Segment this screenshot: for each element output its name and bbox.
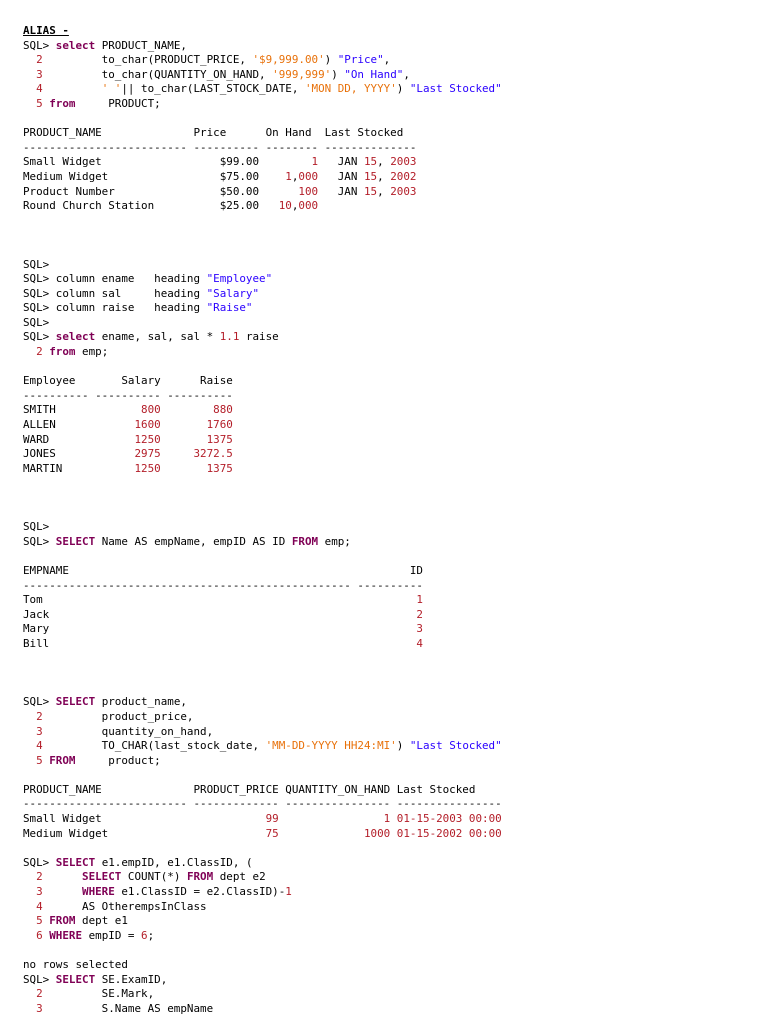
code-token: SELECT (55, 855, 96, 869)
code-token: COUNT(*) (121, 870, 187, 884)
code-token: 'MON DD, YYYY' (304, 82, 397, 96)
code-line (23, 768, 502, 783)
code-token: ALLEN (23, 418, 135, 432)
code-token: FROM (186, 870, 214, 884)
code-token: SQL> column raise heading (23, 301, 207, 315)
code-token: to_char(PRODUCT_PRICE, (42, 53, 253, 67)
code-token: 1.1 (219, 330, 240, 344)
code-token: raise (239, 330, 279, 344)
code-token: 3272.5 (193, 447, 233, 461)
code-line (23, 491, 502, 506)
code-line (23, 199, 502, 214)
code-line (23, 958, 502, 973)
code-line (23, 141, 502, 156)
code-token: SELECT (82, 870, 122, 884)
code-token: 1 (311, 155, 319, 169)
code-token: SQL> column sal heading (23, 286, 207, 300)
code-token: SE.Mark, (42, 987, 155, 1001)
code-token: SQL> (23, 315, 50, 329)
code-token: product_name, (95, 695, 187, 709)
code-line (23, 608, 502, 623)
code-line (23, 812, 502, 827)
code-token: 2 (23, 987, 43, 1001)
code-line (23, 754, 502, 769)
code-token: "Employee" (206, 272, 273, 286)
code-token: 5 (23, 96, 50, 110)
code-token: 2003 (390, 184, 417, 198)
code-token: , (291, 199, 299, 213)
code-line (23, 433, 502, 448)
code-token: JAN (318, 155, 364, 169)
code-token: 2 (23, 870, 43, 884)
code-token: 4 (416, 636, 423, 650)
code-token: 2975 (134, 447, 161, 461)
code-line (23, 973, 502, 988)
code-line (23, 243, 502, 258)
code-line (23, 360, 502, 375)
code-token: WHERE (82, 885, 115, 899)
code-token: SE.ExamID, (95, 972, 168, 986)
code-line (23, 637, 502, 652)
code-token: '999,999' (272, 67, 332, 81)
code-line (23, 841, 502, 856)
code-line (23, 987, 502, 1002)
code-token: 6 (23, 928, 50, 942)
code-token: PRODUCT_NAME, (95, 38, 187, 52)
code-token: 1760 (206, 418, 233, 432)
code-token: PRODUCT_NAME PRODUCT_PRICE QUANTITY_ON_HAND Last Stocked (23, 782, 476, 796)
code-token: 5 (23, 753, 50, 767)
code-token: , (377, 155, 391, 169)
code-token: ------------------------- ---------- -------- -------------- (23, 140, 417, 154)
code-token (161, 447, 194, 460)
code-token: e1.ClassID = e2.ClassID)- (114, 885, 286, 899)
code-token: SELECT (55, 972, 96, 986)
code-token: Jack (23, 607, 417, 621)
code-line (23, 418, 502, 433)
code-token: SQL> column ename heading (23, 272, 207, 286)
code-token: 3 (416, 622, 423, 636)
code-line (23, 914, 502, 929)
code-token: JAN (318, 169, 364, 183)
code-line (23, 301, 502, 316)
code-token: 1 (416, 593, 423, 607)
code-line (23, 155, 502, 170)
code-line (23, 593, 502, 608)
code-token: , (403, 67, 410, 81)
code-line (23, 681, 502, 696)
code-token: 1 (285, 885, 292, 899)
code-line (23, 170, 502, 185)
code-token: PRODUCT_NAME Price On Hand Last Stocked (23, 126, 404, 140)
code-line (23, 564, 502, 579)
code-line (23, 797, 502, 812)
code-line (23, 126, 502, 141)
code-token: 880 (213, 403, 233, 417)
code-token: 1250 (134, 461, 161, 475)
code-line (23, 345, 502, 360)
code-line (23, 389, 502, 404)
code-line (23, 330, 502, 345)
code-line (23, 272, 502, 287)
code-token: Medium Widget $75.00 (23, 169, 286, 183)
code-line (23, 53, 502, 68)
code-token: 6 (141, 928, 148, 942)
code-line (23, 783, 502, 798)
code-line (23, 214, 502, 229)
code-line (23, 476, 502, 491)
code-token: 2 (23, 709, 43, 723)
code-token (43, 885, 82, 898)
code-token: SMITH (23, 403, 142, 417)
code-token: "Raise" (206, 301, 253, 315)
code-token: 3 (23, 1001, 43, 1015)
code-token: ) (396, 739, 410, 753)
code-token: , (291, 169, 299, 183)
code-line (23, 827, 502, 842)
code-token: EMPNAME ID (23, 563, 423, 577)
code-token: SQL> (23, 330, 56, 344)
code-token: Mary (23, 622, 417, 636)
code-token: FROM (49, 753, 76, 767)
code-token: 99 (265, 812, 279, 826)
code-line (23, 1002, 502, 1017)
code-token: JONES (23, 447, 135, 461)
code-token: 2003 (390, 155, 417, 169)
code-line (23, 447, 502, 462)
code-line (23, 403, 502, 418)
code-line (23, 622, 502, 637)
code-token: 5 (23, 914, 50, 928)
code-token: , (383, 53, 391, 67)
code-token: "Salary" (206, 286, 260, 300)
code-token (161, 403, 213, 416)
code-token: emp; (75, 345, 109, 359)
code-token: Tom (23, 593, 417, 607)
code-token: select (55, 38, 96, 52)
code-token: SELECT (55, 695, 96, 709)
code-token: ---------- ---------- ---------- (23, 388, 233, 402)
code-token (161, 418, 207, 431)
code-token: no rows selected (23, 958, 128, 971)
document-title: ALIAS - (23, 24, 69, 37)
code-line (23, 710, 502, 725)
code-token: 1600 (134, 418, 161, 432)
code-token: WARD (23, 432, 135, 446)
code-token: dept e2 (213, 870, 266, 884)
code-token: product_price, (42, 709, 194, 723)
code-token: FROM (291, 534, 319, 548)
code-token: emp; (318, 534, 351, 548)
code-token: 4 (23, 739, 43, 753)
code-token: 100 (298, 184, 319, 198)
code-token: 000 (298, 169, 319, 183)
code-token: 2 (416, 607, 423, 621)
code-token: quantity_on_hand, (42, 724, 214, 738)
code-token: from (49, 345, 76, 359)
code-token: ) (324, 53, 338, 67)
code-line (23, 112, 502, 127)
code-token: SQL> (23, 534, 56, 548)
code-line (23, 666, 502, 681)
code-token: TO_CHAR(last_stock_date, (42, 739, 266, 753)
code-token (43, 82, 102, 95)
code-line (23, 695, 502, 710)
code-token: dept e1 (75, 914, 128, 928)
code-token: ) (331, 67, 345, 81)
code-token (161, 433, 207, 446)
code-token: 15 (363, 184, 378, 198)
code-token: 3 (23, 67, 43, 81)
code-token: SQL> (23, 972, 56, 986)
code-token: 3 (23, 724, 43, 738)
code-token: Bill (23, 636, 417, 650)
code-token: empID = (82, 928, 142, 942)
code-line (23, 725, 502, 740)
code-token: || to_char(LAST_STOCK_DATE, (121, 82, 305, 96)
code-line (23, 374, 502, 389)
code-token: FROM (49, 914, 76, 928)
code-token: ' ' (101, 82, 122, 96)
code-token: SQL> (23, 695, 56, 709)
code-token: 1 (383, 812, 391, 826)
code-token: 1375 (206, 432, 233, 446)
code-token: ) (396, 82, 410, 96)
code-token: 1375 (206, 461, 233, 475)
code-token: product; (75, 753, 161, 767)
code-token (279, 812, 384, 825)
code-token: , (377, 169, 391, 183)
code-token: SQL> (23, 520, 50, 534)
sql-document (23, 24, 502, 1016)
code-token: 2 (23, 345, 50, 359)
code-token: -------------------------------------------------- ---------- (23, 578, 423, 592)
code-token: Small Widget (23, 812, 266, 826)
code-token (279, 827, 364, 840)
code-token: 4 (23, 899, 43, 913)
code-token: 'MM-DD-YYYY HH24:MI' (265, 739, 397, 753)
code-line (23, 185, 502, 200)
code-line (23, 549, 502, 564)
code-token: ename, sal, sal * (95, 330, 220, 344)
code-line (23, 870, 502, 885)
code-token: 10 (278, 199, 292, 213)
code-token: 01-15-2003 00:00 (396, 812, 502, 826)
code-token: 1000 (363, 826, 391, 840)
code-token: '$9,999.00' (252, 53, 325, 67)
code-token: 15 (363, 155, 378, 169)
code-token: Medium Widget (23, 826, 266, 840)
code-line (23, 462, 502, 477)
code-token: 2 (23, 53, 43, 67)
code-line (23, 97, 502, 112)
code-line (23, 228, 502, 243)
code-token: 4 (23, 82, 43, 96)
code-line (23, 68, 502, 83)
code-line (23, 535, 502, 550)
code-line (23, 82, 502, 97)
code-token: ; (147, 928, 155, 942)
code-line (23, 316, 502, 331)
code-token: "On Hand" (344, 67, 404, 81)
code-line (23, 856, 502, 871)
code-line (23, 24, 502, 39)
code-token: Product Number $50.00 (23, 184, 299, 198)
code-token (161, 462, 207, 475)
code-token: Employee Salary Raise (23, 374, 233, 388)
code-token: MARTIN (23, 461, 135, 475)
code-token: "Price" (337, 53, 384, 67)
code-line (23, 885, 502, 900)
code-line (23, 506, 502, 521)
code-token: AS OtherempsInClass (42, 899, 207, 913)
code-line (23, 943, 502, 958)
code-token: "Last Stocked" (409, 82, 502, 96)
code-token: "Last Stocked" (409, 739, 502, 753)
code-token: SQL> (23, 257, 50, 271)
code-token: WHERE (49, 928, 83, 942)
code-token: e1.empID, e1.ClassID, ( (95, 855, 253, 869)
code-token: 1250 (134, 432, 161, 446)
code-token: Small Widget $99.00 (23, 155, 312, 169)
code-token: JAN (318, 184, 364, 198)
code-token: select (55, 330, 96, 344)
code-token: 000 (298, 199, 319, 213)
code-line (23, 520, 502, 535)
code-token: Name AS empName, empID AS ID (95, 534, 292, 548)
code-line (23, 900, 502, 915)
code-token: from (49, 96, 76, 110)
code-token: SQL> (23, 38, 56, 52)
code-token: 15 (363, 169, 378, 183)
code-token: 800 (141, 403, 161, 417)
code-line (23, 579, 502, 594)
code-token: 75 (265, 826, 279, 840)
code-token: S.Name AS empName (42, 1001, 214, 1015)
code-token: ------------------------- ------------- ---------------- ---------------- (23, 797, 502, 811)
code-token: SQL> (23, 855, 56, 869)
code-token (43, 870, 82, 883)
code-token: 3 (23, 885, 43, 899)
code-line (23, 739, 502, 754)
code-token: PRODUCT; (75, 96, 161, 110)
code-token: 1 (285, 169, 292, 183)
code-line (23, 929, 502, 944)
code-token: SELECT (55, 534, 96, 548)
code-token: 01-15-2002 00:00 (396, 826, 502, 840)
code-token: Round Church Station $25.00 (23, 199, 279, 213)
code-line (23, 258, 502, 273)
code-line (23, 652, 502, 667)
code-token: 2002 (390, 169, 417, 183)
code-token: to_char(QUANTITY_ON_HAND, (42, 67, 273, 81)
code-token: , (377, 184, 391, 198)
code-line (23, 287, 502, 302)
code-line (23, 39, 502, 54)
